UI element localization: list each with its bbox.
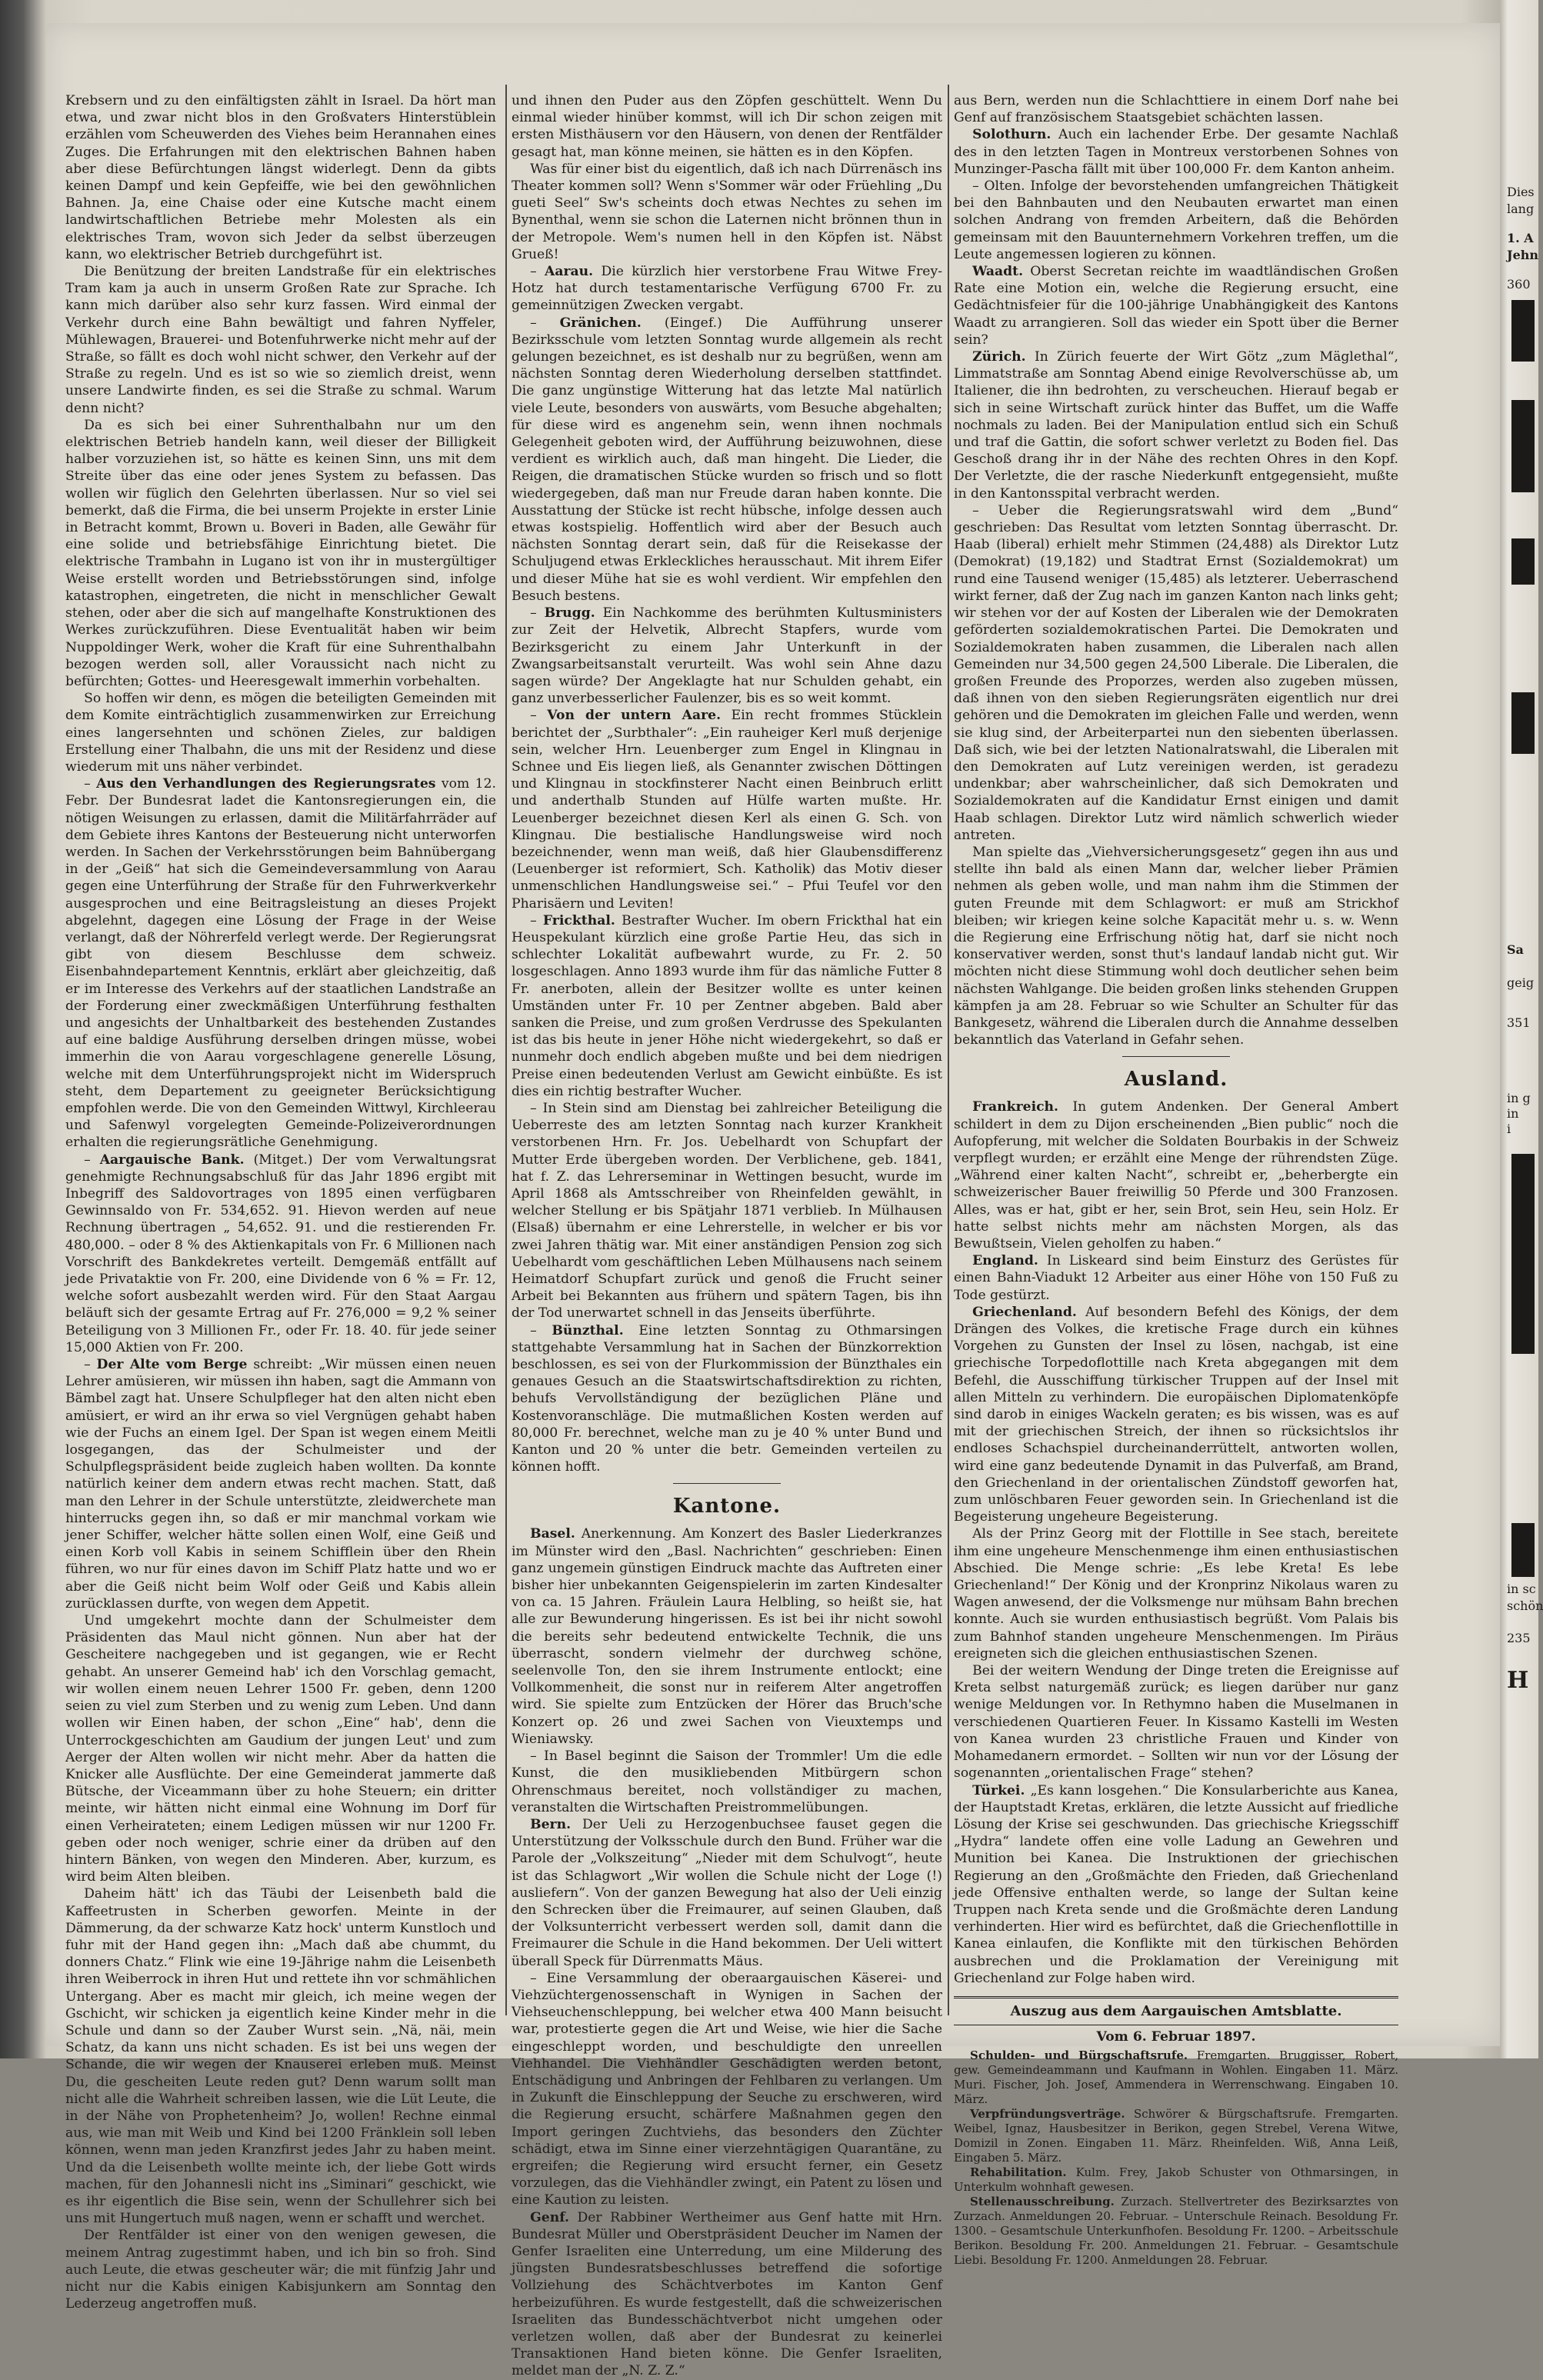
article-title: Bünzthal.: [552, 1322, 624, 1338]
article-viehversicherung: Man spielte das „Viehversicherungsgesetz“ gegen ihn aus und stellte ihn bald als einen Mann dar, welcher lieber Prämien nehmen als geben wolle, und man nahm ihm die Stimmen der guten Freunde mit dem Schlagwort: er muß am Strickhof bleiben; wir kriegen keine solche Kapacität mehr u. s. w. Wenn die Regierung eine Erfrischung nötig hat, darf sie nicht noch konservativer werden, sonst thut's landauf landab nicht gut. Wir möchten nicht diese Stimmung wohl doch deutlicher sehen beim nächsten Wahlgange. Die beiden großen links stehenden Gruppen kämpfen ja am 28. Februar so wie Schulter an Schulter für das Bankgesetz, während die Liberalen durch die Annahme desselben bekanntlich das Vaterland in Gefahr sehen.: [954, 844, 1398, 1048]
edge-fragment: in sc: [1507, 1582, 1536, 1596]
edge-fragment: in: [1507, 1106, 1519, 1121]
article-alte-vom-berge: – Der Alte vom Berge schreibt: „Wir müssen einen neuen Lehrer amüsieren, wir müssen ihn haben, sagt die Ammann von Bämbel zagt hat. Unsere Schulpfleger hat den alten nicht eben amüsiert, er wird an ihr erwa so viel Vergnügen gehabt haben wie der Fuchs an einem Igel. Der Span ist wegen einem Meitli losgegangen, das der Schulmeister und der Schulpflegspräsident beide zugleich haben wollten. Da konnte natürlich keiner dem andern etwas recht machen. Statt, daß man den Lehrer in der Schule unterstützte, zleidwerchete man hinterrucks gegen ihn, so daß er mir manchmal vorkam wie jener Schiffer, welcher hätte sollen einen Wolf, eine Geiß und einen Korb voll Kabis in seinem Schifflein über den Rhein führen, wo nur für eines davon im Schiff Platz hatte und wo er aber die Geiß nicht beim Wolf oder Geiß und Kabis allein zurücklassen durfte, von wegen dem Appetit.: [65, 1357, 497, 1612]
article-zuerich: [954, 348, 1398, 502]
section-heading-ausland: Ausland.: [1124, 1068, 1228, 1092]
paragraph: aus Bern, werden nun die Schlachttiere in einem Dorf nahe bei Genf auf französischem Staatsgebiet schächten lassen.: [954, 93, 1398, 126]
article-genf: [512, 2209, 942, 2380]
edge-fragment: schön: [1507, 1598, 1543, 1613]
article-text: vom 12. Febr. Der Bundesrat ladet die Kantonsregierungen ein, die nötigen Weisungen zu erlassen, damit die Militärfahrräder auf dem Gebiete ihres Kantons der Besteuerung nicht unterworfen werden. In Sachen der Verkehrsstörungen beim Bahnübergang in der „Geiß“ hat sich die Gemeindeversammlung von Aarau gegen eine Unterführung der Straße für den Fuhrwerkverkehr ausgesprochen und eine Beitragsleistung an dieses Projekt abgelehnt, dagegen eine Lösung der Frage in der Weise verlangt, daß der Nöhrerfeld verlegt werde. Der Regierungsrat gibt von diesem Beschlusse dem schweiz. Eisenbahndepartement Kenntnis, erklärt aber gleichzeitig, daß er im Interesse des Verkehrs auf der staatlichen Landstraße an der Forderung einer zweckmäßigen Unterführung festhalten und angesichts der Unhaltbarkeit des bestehenden Zustandes auf eine baldige Ausführung derselben dringen müsse, wobei immerhin die von Aarau vorgeschlagene generelle Lösung, welche mit dem Unterführungsprojekt nicht im Widerspruch steht, dem Departement zu geeigneter Berücksichtigung empfohlen werde. Die von den Gemeinden Wittwyl, Kirchleerau und Safenwyl vorgelegten Gemeinde-Polizeiverordnungen erhalten die regierungsrätliche Genehmigung.: [65, 776, 497, 1151]
paragraph: Krebsern und zu den einfältigsten zählt in Israel. Da hört man etwa, und zwar nicht blos in den Großvaters Hinterstüblein erzählen vom Scheuwerden des Viehes beim Herannahen eines Zuges. Die Erfahrungen mit den elektrischen Bahnen haben aber diese Befürchtungen längst widerlegt. Denn da gibts keinen Dampf und kein Gepfeiffe, wie bei den gewöhnlichen Bahnen. Ja, eine Chaise oder eine Kutsche macht einem landwirtschaftlichen Betriebe mehr Molesten als ein elektrisches Tram, wovon sich Jeder da selbst überzeugen kann, wo elektrischer Betrieb durchgeführt ist.: [65, 93, 496, 262]
ad-block: [1511, 692, 1535, 754]
paragraph: Der Rentfälder ist einer von den wenigen gewesen, die meinem Antrag zugestimmt haben, und ich bin so froh. Sind auch Leute, die etwas gescheuter wär; die mit fünfzig Jahr und nicht nur die Kabis einigen Kabisjunkern am Sonntag den Lederzeug angetroffen muß.: [65, 2228, 496, 2312]
entry-text: Kulm. Frey, Jakob Schuster von Othmarsingen, in Unterkulm wohnhaft gewesen.: [954, 2165, 1398, 2195]
column-rule-1: [505, 85, 507, 2015]
article-title: Waadt.: [972, 264, 1024, 280]
article-title: Türkei.: [972, 1782, 1025, 1798]
article-title: Zürich.: [972, 349, 1026, 365]
article-title: Brugg.: [544, 605, 595, 622]
column-1: [65, 92, 497, 2312]
article-title: England.: [972, 1253, 1038, 1269]
article-basel: [512, 1525, 942, 1748]
amtsblatt-entry: [954, 2107, 1398, 2165]
article-prinz-georg: Als der Prinz Georg mit der Flottille in See stach, bereitete ihm eine ungeheure Menschenmenge ihm einen enthusiastischen Abschied. Die Menge schrie: „Es lebe Kreta! Es lebe Griechenland!“ Der König und der Kronprinz Nikolaus waren zu Wagen anwesend, der die Volksmenge nur mühsam Bahn brechen konnte. Auch sie wurden enthusiastisch begrüßt. Vom Palais bis zum Bahnhof standen ungeheure Menschenmengen. Im Piräus ereigneten sich die gleichen enthusiastischen Szenen.: [954, 1526, 1398, 1662]
amtsblatt-entry: [954, 2048, 1398, 2107]
article-frickthal: – Frickthal. Bestrafter Wucher. Im obern Frickthal hat ein Heuspekulant kürzlich eine große Partie Heu, das sich in schlechter Lokalität aufbewahrt wurde, zu Fr. 2. 50 losgeschlagen. Anno 1893 wurde ihm für das nämliche Futter 8 Fr. anerboten, allein der Besitzer wollte es unter keinen Umständen unter Fr. 10 per Zentner abgeben. Bald aber sanken die Preise, und zum großen Verdrusse des Spekulanten ist das bis heute in jener Höhe nicht wiedergekehrt, so daß er nunmehr doch endlich abgeben mußte und bei dem niedrigen Preise einen bedeutenden Verlust am Gewicht einbüßte. Es ist dies ein richtig bestrafter Wucher.: [512, 912, 943, 1099]
article-waadt: [954, 263, 1398, 348]
article-title: Der Alte vom Berge: [96, 1357, 248, 1373]
article-england: [954, 1252, 1398, 1304]
entry-title: Rehabilitation.: [970, 2165, 1067, 2180]
article-text: Oberst Secretan reichte im waadtländischen Großen Rate eine Motion ein, welche die Regierung ersucht, eine Gedächtnisfeier für die 100-jährige Unabhängigkeit des Kantons Waadt zu arrangieren. Soll das wieder ein Spott über die Berner sein?: [954, 264, 1398, 348]
edge-fragment: lang: [1507, 202, 1535, 216]
entry-title: Schulden- und Bürgschaftsrufe.: [970, 2048, 1188, 2063]
article-title: Gränichen.: [559, 315, 642, 331]
article-bern: [512, 1816, 942, 1970]
article-brugg: – Brugg. Ein Nachkomme des berühmten Kultusministers zur Zeit der Helvetik, Albrecht Stapfers, wurde vom Bezirksgericht zu einem Jahr Unterkunft in der Zwangsarbeitsanstalt verurteilt. Was wohl sein Ahne dazu sagen würde? Der Angeklagte hat nur Schulden gehabt, ein ganz unverbesserlicher Faulenzer, bis es so weit kommt.: [512, 605, 942, 707]
article-text: In gutem Andenken. Der General Ambert schildert in dem zu Dijon erscheinenden „Bien public“ noch die Aufopferung, mit welcher die Soldaten Bourbakis in der Schweiz verpflegt wurden; er erzählt eine Menge der rührendsten Züge. „Während einer kalten Nacht“, schreibt er, „beherbergte ein schweizerischer Bauer freiwillig 50 Pferde und 300 Franzosen. Alles, was er hat, gibt er her, sein Brot, sein Heu, sein Holz. Er hatte selbst nichts mehr am nächsten Morgen, als das Bewußtsein, Vielen geholfen zu haben.“: [954, 1099, 1399, 1252]
article-title: Frankreich.: [972, 1099, 1059, 1115]
article-solothurn: [954, 126, 1398, 178]
paragraph: Die Benützung der breiten Landstraße für ein elektrisches Tram kam ja auch in unserm Großen Rate zur Sprache. Ich kann mich darüber also sehr kurz fassen. Wird einmal der Verkehr durch eine Bahn bewältigt und fahren Nyffeler, Mühlewagen, Brauerei- und Botenfuhrwerke nicht mehr auf der Straße, so fällt es doch wohl nicht schwer, den Verkehr auf der Straße zu regeln. Und es ist so wie so ziemlich dreist, wenn unsere Landwirte finden, es sei die Straße zu schmal. Warum denn nicht?: [65, 264, 497, 416]
article-frankreich: [954, 1098, 1398, 1252]
edge-fragment: in g: [1507, 1091, 1531, 1105]
entry-title: Stellenausschreibung.: [970, 2195, 1115, 2209]
paragraph: und ihnen den Puder aus den Zöpfen geschüttelt. Wenn Du einmal wieder hinüber kommst, will ich Dir schon zeigen mit ersten Misthäusern vor den Häusern, von denen der Rentfälder gesagt hat, man könne meinen, sie hätten es in den Köpfen.: [512, 93, 942, 160]
article-kreta: Bei der weitern Wendung der Dinge treten die Ereignisse auf Kreta selbst naturgemäß zurück; es liegen darüber nur ganz wenige Meldungen vor. In Rethymno haben die Muselmanen in verschiedenen Quartieren Feuer. In Kissamo Kastelli im Westen von Kanea wurden 23 christliche Frauen und Kinder von Mohamedanern ermordet. – Sollten wir nun vor der Lösung der sogenannten „orientalischen Frage“ stehen?: [954, 1663, 1398, 1782]
article-text: Der Rabbiner Wertheimer aus Genf hatte mit Hrn. Bundesrat Müller und Oberstpräsident Deucher im Namen der Genfer Israeliten eine Unterredung, um eine Milderung des jüngsten Bundesratsbeschlusses betreffend die sofortige Vollziehung des Schächtverbotes im Kanton Genf herbeizuführen. Es wurde festgestellt, daß die schweizerischen Israeliten das Bundesschächtverbot nicht umgehen oder verletzen wollen, daß aber der Bundesrat zu keinerlei Transaktionen Hand bieten könne. Die Genfer Israeliten, meldet man der „N. Z. Z.“: [512, 2209, 942, 2379]
article-bern-kaeserei: – Eine Versammlung der oberaargauischen Käserei- und Viehzüchtergenossenschaft in Wynigen in Sachen der Viehseuchenschleppung, bei welcher etwa 400 Mann beisucht war, protestierte gegen die Art und Weise, wie hier die Sache eingeschleppt worden, und beschuldigte den unreellen Viehhandel. Die Viehhändler Geschädigten werden betont, Entschädigung und Anbringen der Fehlbaren zu verlangen. Um in Zukunft die Einschleppung der Seuche zu erschweren, wird die Regierung ersucht, schärfere Maßnahmen gegen den Import geringen Zuchtviehs, das besonders den Züchter schädigt, etwa im Sinne einer vierzehntägigen Quarantäne, zu ergreifen; die Regierung wird ersucht ferner, ein Gesetz vorzulegen, das die Viehhändler zwingt, ein Patent zu lösen und eine Kaution zu leisten.: [512, 1970, 942, 2208]
article-text: Ein Nachkomme des berühmten Kultusministers zur Zeit der Helvetik, Albrecht Stapfers, wurde vom Bezirksgericht zu einem Jahr Unterkunft in der Zwangsarbeitsanstalt verurteilt. Was wohl sein Ahne dazu sagen würde? Der Angeklagte hat nur Schulden gehabt, ein ganz unverbesserlicher Faulenzer, bis es so weit kommt.: [512, 605, 942, 707]
column-2: [512, 92, 943, 2379]
amtsblatt-entry: [954, 2165, 1398, 2195]
article-olten: – Olten. Infolge der bevorstehenden umfangreichen Thätigkeit bei den Bahnbauten und den Neubauten erwartet man einen solchen Andrang von fremden Arbeitern, daß die Behörden gemeinsam mit den Bauunternehmern Vorkehren treffen, um die Leute angemessen logieren zu können.: [954, 178, 1398, 262]
paragraph: Was für einer bist du eigentlich, daß ich nach Dürrenäsch ins Theater kommen soll? Wenn s'Sommer wär oder Früehling „Du gueti Seel“ Sw's scheints doch etwas Nechtes zu sehen im Bynenthal, wenn sie schon die Laternen nicht brönnen thun in der Metropole. Wem's numen hell in den Köpfen ist. Näbst Grueß!: [512, 161, 942, 262]
article-title: Aargauische Bank.: [99, 1152, 245, 1168]
entry-title: Verpfründungsverträge.: [970, 2107, 1125, 2122]
amtsblatt-title: Auszug aus dem Aargauischen Amtsblatte.: [1010, 2002, 1342, 2019]
article-text: (Mitget.) Der vom Verwaltungsrat genehmigte Rechnungsabschluß für das Jahr 1896 ergibt mit Inbegriff des Saldovortrages von 1895 einen verfügbaren Gewinnsaldo von Fr. 534,652. 91. Hievon werden auf neue Rechnung übertragen „ 54,652. 91. und die restierenden Fr. 480,000. – oder 8 % des Aktienkapitals von Fr. 6 Millionen nach Vorschrift des Bankdekretes verteilt. Demgemäß entfällt auf jede Privataktie von Fr. 200, eine Dividende von 6 % = Fr. 12, welche sofort ausbezahlt werden wird. Für den Staat Aargau beläuft sich der gesamte Ertrag auf Fr. 276,000 = 9,2 % seiner Beteiligung von 3 Millionen Fr., oder Fr. 18. 40. für jede seiner 15,000 Aktien von Fr. 200.: [65, 1152, 496, 1355]
article-stein: – In Stein sind am Dienstag bei zahlreicher Beteiligung die Ueberreste des am letzten Sonntag nach kurzer Krankheit verstorbenen Hrn. Fr. Jos. Uebelhardt von Schupfart der Mutter Erde übergeben worden. Der Verblichene, geb. 1841, hat f. Z. das Lehrerseminar in Wettingen besucht, wurde im April 1868 als Amtsschreiber von Rheinfelden gewählt, in welcher Stellung er bis Spätjahr 1871 verblieb. In Mülhausen (Elsaß) übernahm er eine Lehrerstelle, in welcher er bis vor zwei Jahren thätig war. Mit einer anständigen Pension zog sich Uebelhardt vom geschäftlichen Leben Mülhausens nach seinem Heimatdorf Schupfart zurück und genoß die Frucht seiner Arbeit bei Bekannten aus frühern und spätern Tagen, bis ihn der Tod unerwartet schnell in das Jenseits überführte.: [512, 1100, 942, 1322]
article-text: In Liskeard sind beim Einsturz des Gerüstes für einen Bahn-Viadukt 12 Arbeiter aus einer Höhe von 150 Fuß zu Tode gestürzt.: [954, 1253, 1398, 1303]
article-title: Basel.: [530, 1526, 575, 1542]
ad-block: [1511, 400, 1535, 492]
article-text: (Eingef.) Die Aufführung unserer Bezirksschule vom letzten Sonntag wurde allgemein als recht gelungen bezeichnet, es ist deshalb nur zu begrüßen, wenn am nächsten Sonntag deren Wiederholung derselben stattfindet. Die ganz ungünstige Witterung hat das letzte Mal natürlich viele Leute, besonders von auswärts, vom Besuche abgehalten; für diese wird es angenehm sein, wenn ihnen nochmals Gelegenheit geboten wird, der Aufführung beizuwohnen, diese verdient es wirklich auch, daß man hingeht. Die Lieder, die Reigen, die dramatischen Stücke wurden so frisch und so flott wiedergegeben, daß man nur Freude daran haben konnte. Die Ausstattung der Stücke ist recht hübsche, infolge dessen auch etwas kostspielig. Hoffentlich wird aber der Besuch auch nächsten Sonntag derart sein, daß für die Reisekasse der Schuljugend etwas Erkleckliches herausschaut. Mit ihrem Eifer und dieser Mühe hat sie es wohl verdient. Wir empfehlen den Besuch bestens.: [512, 315, 942, 604]
entry-text: Zurzach. Stellvertreter des Bezirksarztes von Zurzach. Anmeldungen 20. Februar. – Unterschule Reinach. Besoldung Fr. 1300. – Gesamtschule Unterkunfhofen. Besoldung Fr. 1200. – Arbeitsschule Berikon. Besoldung Fr. 200. Anmeldungen 21. Februar. – Gesamtschule Liebi. Besoldung Fr. 1200. Anmeldungen 28. Februar.: [954, 2195, 1398, 2268]
article-title: Frickthal.: [542, 912, 615, 928]
article-text: Der Ueli zu Herzogenbuchsee fauset gegen die Unterstützung der Volksschule durch den Bund. Früher war die Parole der „Volkszeitung“ „Nieder mit dem Schulvogt“, heute ist das Schlagwort „Wir wollen die Schule nicht der Loge (!) ausliefern“. Von der ganzen Bewegung hat also der Ueli einzig den Schrecken über die Freimaurer, auf seinen Glauben, daß der Volksunterricht verbessert werden soll, damit dann die Freimaurer die Schule in die Hand bekommen. Der Ueli wittert überall Speck für Dürrenmatts Mäus.: [512, 1816, 943, 1969]
article-title: Genf.: [530, 2209, 569, 2225]
paragraph: Da es sich bei einer Suhrenthalbahn nur um den elektrischen Betrieb handeln kann, weil dieser der Billigkeit halber vorzuziehen ist, so hätte es keinen Sinn, uns mit dem Streite über das eine oder jenes System zu befassen. Das wollen wir füglich den Gelehrten überlassen. Nur so viel sei bemerkt, daß die Firma, die bei unserm Projekte in erster Linie in Betracht kommt, Brown u. Boveri in Baden, alle Gewähr für eine solide und betriebsfähige Einrichtung bietet. Die elektrische Trambahn in Lugano ist von ihr in mustergültiger Weise erstellt worden und Betriebsstörungen sind, infolge katastrophen, eingetreten, die nicht in menschlicher Gewalt stehen, oder aber die sich auf mangelhafte Konstruktionen des Werkes zurückzuführen. Diese Eventualität haben wir beim Nuppoldinger Werk, woher die Kraft für eine Suhrenthalbahn bezogen werden soll, aller Voraussicht nach nicht zu befürchten; Gottes- und Heeresgewalt immerhin vorbehalten.: [65, 417, 496, 689]
article-title: Von der untern Aare.: [547, 708, 722, 724]
edge-fragment: Dies: [1507, 185, 1535, 199]
article-regierungsrat: – Aus den Verhandlungen des Regierungsrates vom 12. Febr. Der Bundesrat ladet die Kantonsregierungen ein, die nötigen Weisungen zu erlassen, damit die Militärfahrräder auf dem Gebiete ihres Kantons der Besteuerung nicht unterworfen werden. In Sachen der Verkehrsstörungen beim Bahnübergang in der „Geiß“ hat sich die Gemeindeversammlung von Aarau gegen eine Unterführung der Straße für den Fuhrwerkverkehr ausgesprochen und eine Beitragsleistung an dieses Projekt abgelehnt, dagegen eine Lösung der Frage in der Weise verlangt, daß der Nöhrerfeld verlegt werde. Der Regierungsrat gibt von diesem Beschlusse dem schweiz. Eisenbahndepartement Kenntnis, erklärt aber gleichzeitig, daß er im Interesse des Verkehrs auf der staatlichen Landstraße an der Forderung einer zweckmäßigen Unterführung festhalten und angesichts der Unhaltbarkeit des bestehenden Zustandes auf eine baldige Ausführung derselben dringen müsse, wobei immerhin die von Aarau vorgeschlagene generelle Lösung, welche mit dem Unterführungsprojekt nicht im Widerspruch steht, dem Departement zu geeigneter Berücksichtigung empfohlen werde. Die von den Gemeinden Wittwyl, Kirchleerau und Safenwyl vorgelegten Gemeinde-Polizeiverordnungen erhalten die regierungsrätliche Genehmigung.: [65, 776, 497, 1151]
edge-fragment: 360: [1507, 277, 1531, 292]
section-divider: [673, 1483, 781, 1484]
article-text: In Zürich feuerte der Wirt Götz „zum Mäglethal“, Limmatstraße am Sonntag Abend einige Revolverschüsse ab, um Italiener, die ihn bedrohten, zu verscheuchen. Hierauf begab er sich in seine Wirtschaft zurück hinter das Buffet, um die Waffe nochmals zu laden. Bei der Manipulation entlud sich ein Schuß und traf die Gattin, die sofort schwer verletzt zu Boden fiel. Das Geschoß drang ihr in der Nähe des rechten Ohres in den Kopf. Der Verletzte, die der rasche Niederkunft entgegensieht, mußte in den Kantonsspital verbracht werden.: [954, 349, 1399, 502]
article-tuerkei: [954, 1782, 1398, 1987]
article-text: Anerkennung. Am Konzert des Basler Liederkranzes im Münster wird den „Basl. Nachrichten“ geschrieben: Einen ganz ungemein günstigen Eindruck machte das Auftreten einer bisher hier unbekannten Geigenspielerin im zarten Kindesalter von ca. 15 Jahren. Fräulein Laura Helbling, so heißt sie, hat alle zur Bewunderung hingerissen. Es ist bei ihr nicht sowohl die bereits sehr bedeutend entwickelte Technik, die uns überrascht, sondern vielmehr der durchweg schöne, seelenvolle Ton, den sie ihrem Instrumente entlockt; eine Vollkommenheit, die sonst nur in reiferem Alter angetroffen wird. Sie spielte zum Entzücken der Hörer das Bruch'sche Konzert op. 26 und zwei Sachen von Vieuxtemps und Wieniawsky.: [512, 1526, 942, 1747]
edge-fragment: Jehn: [1507, 248, 1539, 262]
section-heading-kantone: Kantone.: [672, 1495, 781, 1518]
ad-block: [1511, 1154, 1535, 1354]
edge-fragment: i: [1507, 1122, 1511, 1136]
article-text: Auf besondern Befehl des Königs, der dem Drängen des Volkes, die kretische Frage durch ein kühnes Vorgehen zu Gunsten der Insel zu lösen, nachgab, ist eine griechische Torpedoflottille nach Kreta abgegangen mit dem Befehl, die Ausschiffung türkischer Truppen auf der Insel mit allen Mitteln zu verhindern. Die europäischen Diplomatenköpfe sind darob in einiges Wackeln geraten; es bis wissen, was es auf mit der griechischen Streich, der ihnen so rücksichtslos ihr endloses Schachspiel durcheinanderrüttelt, antworten wollen, wird eine ganz bedeutende Dynamit in das Pulverfaß, am Brand, den Griechenland in der orientalischen Zündstoff geworfen hat, zum unlöschbaren Feuer geworden sein. In Griechenland ist die Begeisterung ungeheure Begeisterung.: [954, 1304, 1398, 1525]
ad-block: [1511, 538, 1535, 585]
amtsblatt-date: Vom 6. Februar 1897.: [1096, 2029, 1256, 2045]
article-text: Eine letzten Sonntag zu Othmarsingen stattgehabte Versammlung hat in Sachen der Bünzkorrektion beschlossen, es sei von der Flurkommission der Bünzthales ein genaues Gesuch an die Staatswirtschaftsdirektion zu richten, behufs Vervollständigung der bezüglichen Pläne und Kostenvoranschläge. Die mutmaßlichen Kosten werden auf 80,000 Fr. berechnet, welche man zu je 40 % unter Bund und Kanton und 20 % unter die betr. Gemeinden verteilen zu können hofft.: [512, 1322, 943, 1475]
ad-block: [1511, 300, 1535, 362]
article-title: Aarau.: [545, 264, 594, 280]
article-text: Bestrafter Wucher. Im obern Frickthal hat ein Heuspekulant kürzlich eine große Partie Heu, das sich in schlechter Lokalität aufbewahrt wurde, zu Fr. 2. 50 losgeschlagen. Anno 1893 wurde ihm für das nämliche Futter 8 Fr. anerboten, allein der Besitzer wollte es unter keinen Umständen unter Fr. 10 per Zentner abgeben. Bald aber sanken die Preise, und zum großen Verdrusse des Spekulanten ist das bis heute in jener Höhe nicht wiedergekehrt, so daß er nunmehr doch endlich abgeben mußte und bei dem niedrigen Preise einen bedeutenden Verlust am Gewicht einbüßte. Es ist dies ein richtig bestrafter Wucher.: [512, 912, 943, 1099]
article-text: Auch ein lachender Erbe. Der gesamte Nachlaß des in den letzten Tagen in Montreux verstorbenen Sohnes von Munzinger-Pascha fällt mit über 100,000 Fr. dem Kanton anheim.: [954, 127, 1398, 177]
edge-fragment: geig: [1507, 975, 1535, 990]
article-basel-trommler: – In Basel beginnt die Saison der Trommler! Um die edle Kunst, die den musikliebenden Mitbürgern schon Ohrenschmaus bereitet, noch vollständiger zu machen, veranstalten die Wirtschaften Preistrommelübungen.: [512, 1748, 942, 1815]
edge-fragment: 1. A: [1507, 231, 1534, 245]
section-divider: [1122, 1056, 1230, 1057]
entry-text: Fremgarten. Bruggisser, Robert, gew. Gemeindeammann und Kaufmann in Wohlen. Eingaben 11. März. Muri. Fischer, Joh. Josef, Ammendera in Werrenschwang. Eingaben 10. März.: [954, 2048, 1398, 2107]
article-title: Bern.: [530, 1816, 572, 1832]
article-griechenland: [954, 1304, 1398, 1526]
paragraph: So hoffen wir denn, es mögen die beteiligten Gemeinden mit dem Komite einträchtiglich zusammenwirken zur Erreichung eines langersehnten und schönen Zieles, zur baldigen Erstellung einer Thalbahn, die uns mit der Residenz und diese wiederum mit uns näher verbindet.: [65, 691, 496, 775]
edge-fragment: 351: [1507, 1015, 1531, 1030]
article-text: „Es kann losgehen.“ Die Konsularberichte aus Kanea, der Hauptstadt Kretas, erklären, die letzte Aussicht auf friedliche Lösung der Krise sei geschwunden. Das griechische Kriegsschiff „Hydra“ landete offen eine volle Ladung an Gewehren und Munition bei Kanea. Die Instruktionen der griechischen Regierung an den „Großmächte den Frieden, daß Griechenland jede Offensive enthalten werde, so lange der Sultan keine Truppen nach Kreta sende und die Großmächte deren Landung verhinderten. Hier wird es befürchtet, daß die Griechenflottille in Kanea einlaufen, die Konflikte mit den türkischen Behörden ausbrechen und die Proklamation der Vereinigung mit Griechenland zur Folge haben wird.: [954, 1782, 1398, 1986]
edge-fragment: Sa: [1507, 942, 1524, 957]
article-text: Die kürzlich hier verstorbene Frau Witwe Frey-Hotz hat durch testamentarische Verfügung 6700 Fr. zu gemeinnützigen Zwecken vergabt.: [512, 264, 943, 314]
edge-fragment: 235: [1507, 1631, 1531, 1645]
article-title: Aus den Verhandlungen des Regierungsrates: [96, 776, 436, 792]
article-text: Ein recht frommes Stücklein berichtet der „Surbthaler“: „Ein rauheiger Kerl muß derjenige sein, welcher Hrn. Leuenberger zum Engel in Klingnau in Schnee und Eis liegen ließ, als Genannter zwischen Döttingen und Klingnau in stockfinsterer Nacht einen Beinbruch erlitt und anderthalb Stunden auf Hülfe warten mußte. Hr. Leuenberger bezeichnet diesen Kerl als einen G. Sch. von Klingnau. Die bestialische Handlungsweise wird noch bezeichnender, wenn man weiß, daß hier Glaubensdifferenz (Leuenberger ist reformiert, Sch. Katholik) das Motiv dieser unmenschlichen Handlungsweise sei.“ – Pfui Teufel vor den Pharisäern und Leviten!: [512, 708, 943, 912]
paragraph: Daheim hätt' ich das Täubi der Leisenbeth bald die Kaffeetrusten in Scherben geworfen. Meinte in der Dämmerung, da der schwarze Katz hock' unterm Kunstloch und fuhr mit der Hand gegen ihn: „Mach daß abe chummt, du donners Chatz.“ Flink wie eine 19-Jährige nahm die Leisenbeth ihren Weiberrock in ihren Hut und rettete ihn vor schmählichen Untergang. Aber es macht mir gleich, ich meine wegen der Gschicht, wir schicken ja eigentlich keine Kinder mehr in die Schule und dann so der Zauber Wurst sein. „Nä, näi, mein Schatz, da kann uns nicht schaden. Es ist bei uns wegen der Schande, die wir wegen der Knauserei erleben muß. Meinst Du, die gescheiten Leute reden gut? Denn warum sollt man nicht alle die Wahrheit schreiben lassen, wie die Lüt Leute, die in der Nähe von Prophetenheim? Jo, wollen! Rechne einmal aus, wie man mit Weib und Kind bei 1200 Fränklein soll leben können, wenn man jeden Kranzfirst jedes Jahr zu haben meint. Und da die Leisenbeth wollte meinte ich, der liebe Gott wirds machen, für den Johannesli nicht ins „Siminari“ geschickt, wie es ihr eigentlich die Bise sein, wenn der Schullehrer sich bei uns mit Hungertuch muß nagen, wenn er schafft und werchet.: [65, 1886, 496, 2227]
article-buenzthal: – Bünzthal. Eine letzten Sonntag zu Othmarsingen stattgehabte Versammlung hat in Sachen der Bünzkorrektion beschlossen, es sei von der Flurkommission der Bünzthales ein genaues Gesuch an die Staatswirtschaftsdirektion zu richten, behufs Vervollständigung der bezüglichen Pläne und Kostenvoranschläge. Die mutmaßlichen Kosten werden auf 80,000 Fr. berechnet, welche man zu je 40 % unter Bund und Kanton und 20 % unter die betr. Gemeinden verteilen zu können hofft.: [512, 1322, 943, 1475]
article-untere-aare: – Von der untern Aare. Ein recht frommes Stücklein berichtet der „Surbthaler“: „Ein rauheiger Kerl muß derjenige sein, welcher Hrn. Leuenberger zum Engel in Klingnau in Schnee und Eis liegen ließ, als Genannter zwischen Döttingen und Klingnau in stockfinsterer Nacht einen Beinbruch erlitt und anderthalb Stunden auf Hülfe warten mußte. Hr. Leuenberger bezeichnet diesen Kerl als einen G. Sch. von Klingnau. Die bestialische Handlungsweise wird noch bezeichnender, wenn man weiß, daß hier Glaubensdifferenz (Leuenberger ist reformiert, Sch. Katholik) das Motiv dieser unmenschlichen Handlungsweise sei.“ – Pfui Teufel vor den Pharisäern und Leviten!: [512, 708, 943, 912]
amtsblatt-header: [954, 1996, 1398, 2025]
edge-fragment: H: [1507, 1667, 1529, 1694]
ad-block: [1511, 1523, 1535, 1577]
article-aarau: – Aarau. Die kürzlich hier verstorbene Frau Witwe Frey-Hotz hat durch testamentarische Verfügung 6700 Fr. zu gemeinnützigen Zwecken vergabt.: [512, 264, 943, 314]
article-text: schreibt: „Wir müssen einen neuen Lehrer amüsieren, wir müssen ihn haben, sagt die Ammann von Bämbel zagt hat. Unsere Schulpfleger hat den alten nicht eben amüsiert, er wird an ihr erwa so viel Vergnügen gehabt haben wie der Fuchs an einem Igel. Der Span ist wegen einem Meitli losgegangen, das der Schulmeister und der Schulpflegspräsident beide zugleich haben wollten. Da konnte natürlich keiner dem andern etwas recht machen. Statt, daß man den Lehrer in der Schule unterstützte, zleidwerchete man hinterrucks gegen ihn, so daß er mir manchmal vorkam wie jener Schiffer, welcher hätte sollen einen Wolf, eine Geiß und einen Korb voll Kabis in seinem Schifflein über den Rhein führen, wo nur für eines davon im Schiff Platz hatte und wo er aber die Geiß nicht beim Wolf oder Geiß und Kabis allein zurücklassen durfte, von wegen dem Appetit.: [65, 1357, 497, 1612]
adjacent-page-edge: [1504, 0, 1543, 2058]
paragraph: Und umgekehrt mochte dann der Schulmeister dem Präsidenten das Maul nicht gönnen. Nun aber hat der Gescheitere nachgegeben und ist gegangen, wie er Recht gehabt. An unserer Gemeind hab' ich den Vorschlag gemacht, wir wollen einem neuen Lehrer 1500 Fr. geben, denn 1200 seien zu viel zum Sterben und zu wenig zum Leben. Und dann wollen wir Einen haben, der schon „Eine“ hab', denn die Unterrockgeschichten am Gaudium der jungen Leut' und zum Aerger der Alten wollen wir nicht mehr. Aber da hatten die Knicker alle Ausflüchte. Der eine Gemeinderat jammerte daß Bütsche, der Viceammann über zu hohe Steuern; ein dritter meinte, wir hätten nicht einmal eine Wohnung im Dorf für einen Verheirateten; einem Ledigen müssen wir nur 1200 Fr. geben oder noch weniger, schrie einer da drüben auf den hintern Bänken, von wegen den Minderen. Aber, kurzum, es wird beim Alten bleiben.: [65, 1613, 496, 1885]
amtsblatt-entry: [954, 2195, 1398, 2268]
column-3: [954, 92, 1399, 2268]
article-graenichen: – Gränichen. (Eingef.) Die Aufführung unserer Bezirksschule vom letzten Sonntag wurde allgemein als recht gelungen bezeichnet, es ist deshalb nur zu begrüßen, wenn am nächsten Sonntag deren Wiederholung derselben stattfindet. Die ganz ungünstige Witterung hat das letzte Mal natürlich viele Leute, besonders von auswärts, vom Besuche abgehalten; für diese wird es angenehm sein, wenn ihnen nochmals Gelegenheit geboten wird, der Aufführung beizuwohnen, diese verdient es wirklich auch, daß man hingeht. Die Lieder, die Reigen, die dramatischen Stücke wurden so frisch und so flott wiedergegeben, daß man nur Freude daran haben konnte. Die Ausstattung der Stücke ist recht hübsche, infolge dessen auch etwas kostspielig. Hoffentlich wird aber der Besuch auch nächsten Sonntag derart sein, daß für die Reisekasse der Schuljugend etwas Erkleckliches herausschaut. Mit ihrem Eifer und dieser Mühe hat sie es wohl verdient. Wir empfehlen den Besuch bestens.: [512, 315, 942, 604]
article-title: Solothurn.: [972, 127, 1051, 143]
column-rule-2: [948, 85, 949, 2015]
article-regierungsratswahl: – Ueber die Regierungsratswahl wird dem „Bund“ geschrieben: Das Resultat vom letzten Sonntag überrascht. Dr. Haab (liberal) erhielt mehr Stimmen (24,488) als Direktor Lutz (Demokrat) (19,182) und Stadtrat Ernst (Sozialdemokrat) um rund eine Tausend weniger (15,485) als letzterer. Ueberraschend wirkt ferner, daß der Zug nach im ganzen Kanton nach links geht; wir stehen vor der auf Kosten der Liberalen wie der Demokraten geförderten sozialdemokratischen Partei. Die Demokraten und Sozialdemokraten haben zusammen, die Liberalen nach allen Gemeinden nur 34,500 gegen 24,500 Liberale. Die Liberalen, die großen Freunde des Proporzes, werden also zugeben müssen, daß ihnen von den sieben Regierungsräten eigentlich nur drei gehören und die Demokraten im gleichen Falle und werden, wenn sie klug sind, der Arbeiterpartei nun den siebenten überlassen. Daß sich, wie bei der letzten Nationalratswahl, die Liberalen mit den Demokraten auf Lutz vereinigen werden, ist geradezu undenkbar; aber wahrscheinlicher, daß sich Demokraten und Sozialdemokraten auf die Kandidatur Ernst einigen und damit Haab schlagen. Direktor Lutz wird nämlich schwerlich wieder antreten.: [954, 502, 1398, 843]
article-bank: – Aargauische Bank. (Mitget.) Der vom Verwaltungsrat genehmigte Rechnungsabschluß für das Jahr 1896 ergibt mit Inbegriff des Saldovortrages von 1895 einen verfügbaren Gewinnsaldo von Fr. 534,652. 91. Hievon werden auf neue Rechnung übertragen „ 54,652. 91. und die restierenden Fr. 480,000. – oder 8 % des Aktienkapitals von Fr. 6 Millionen nach Vorschrift des Bankdekretes verteilt. Demgemäß entfällt auf jede Privataktie von Fr. 200, eine Dividende von 6 % = Fr. 12, welche sofort ausbezahlt werden wird. Für den Staat Aargau beläuft sich der gesamte Ertrag auf Fr. 276,000 = 9,2 % seiner Beteiligung von 3 Millionen Fr., oder Fr. 18. 40. für jede seiner 15,000 Aktien von Fr. 200.: [65, 1152, 496, 1355]
entry-text: Schwörer & Bürgschaftsrufe. Fremgarten. Weibel, Ignaz, Hausbesitzer in Berikon, gegen Strebel, Verena Witwe, Domizil in Zonen. Eingaben 11. März. Rheinfelden. Wiß, Anna Leiß, Eingaben 5. März.: [954, 2107, 1398, 2165]
article-title: Griechenland.: [972, 1304, 1077, 1320]
